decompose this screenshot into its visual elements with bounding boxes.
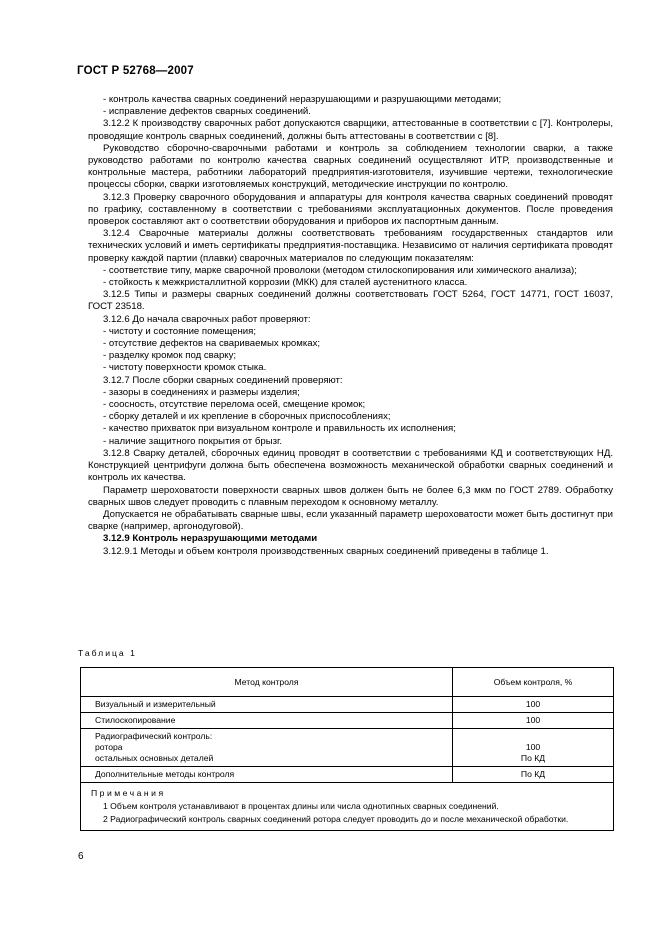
note-item: 1 Объем контроля устанавливают в процентах длины или числа однотипных сварных соединений. — [103, 801, 499, 811]
paragraph: - стойкость к межкристаллитной коррозии (МКК) для сталей аустенитного класса. — [103, 277, 468, 289]
paragraph: 3.12.4 Сварочные материалы должны соответствовать требованиям государственных стандартов или технических условий и иметь сертификаты предприятия-поставщика. Независимо от наличия сертификата проводят проверку каждой партии (плавки) сварочных материалов по следующим показателям: — [88, 228, 613, 264]
table-row — [81, 729, 614, 767]
paragraph: - зазоры в соединениях и размеры изделия; — [103, 386, 300, 398]
table-row — [81, 697, 614, 713]
document-header: ГОСТ Р 52768—2007 — [77, 65, 194, 77]
method-line: остальных основных деталей — [95, 753, 214, 763]
document-body — [88, 94, 613, 558]
method-cell: Дополнительные методы контроля — [81, 767, 453, 783]
paragraph: 3.12.2 К производству сварочных работ допускаются сварщики, аттестованные в соответствии с [7]. Контролеры, проводящие контроль сварных соединений, должны быть аттестованы в соответствии с [8]. — [88, 118, 613, 142]
volume-cell — [453, 729, 614, 767]
note-item: 2 Радиографический контроль сварных соединений ротора следует проводить до и после механической обработки. — [103, 814, 569, 824]
section-heading: 3.12.9 Контроль неразрушающими методами — [103, 533, 318, 545]
method-line: ротора — [95, 742, 123, 752]
volume-cell: 100 — [453, 713, 614, 729]
paragraph: 3.12.7 После сборки сварных соединений проверяют: — [103, 374, 343, 386]
notes-title: Примечания — [91, 788, 166, 798]
paragraph: Допускается не обрабатывать сварные швы, если указанный параметр шероховатости может быть достигнут при сварке (например, аргонодуговой). — [88, 508, 613, 533]
paragraph: - соответствие типу, марке сварочной проволоки (методом стилоскопирования или химического анализа); — [103, 264, 577, 276]
paragraph: 3.12.5 Типы и размеры сварных соединений должны соответствовать ГОСТ 5264, ГОСТ 14771, ГОСТ 16037, ГОСТ 23518. — [88, 289, 613, 313]
paragraph: - качество прихваток при визуальном контроле и правильность их исполнения; — [103, 423, 456, 435]
paragraph: Параметр шероховатости поверхности сварных швов должен быть не более 6,3 мкм по ГОСТ 2789. Обработку сварных швов следует проводить с плавным переходом к основному металлу. — [88, 484, 613, 508]
paragraph: - исправление дефектов сварных соединений. — [103, 106, 311, 118]
paragraph: 3.12.6 До начала сварочных работ проверяют: — [103, 313, 311, 325]
table-notes-row — [81, 783, 614, 831]
method-line: Радиографический контроль: — [95, 731, 213, 741]
paragraph: - отсутствие дефектов на свариваемых кромках; — [103, 338, 321, 350]
table-header-row — [81, 668, 614, 697]
table-row — [81, 767, 614, 783]
paragraph: 3.12.3 Проверку сварочного оборудования и аппаратуры для контроля качества сварных соединений проводят по графику, составленному в соответствии с требованиями эксплуатационных документов. После проведения проверок составляют акт о соответствии оборудования и приборов их паспортным данным. — [88, 191, 613, 228]
method-cell — [81, 729, 453, 767]
paragraph: - соосность, отсутствие перелома осей, смещение кромок; — [103, 399, 366, 411]
volume-cell: 100 — [453, 697, 614, 713]
table-row — [81, 713, 614, 729]
paragraph: - сборку деталей и их крепление в сборочных приспособлениях; — [103, 411, 391, 423]
page-number: 6 — [78, 851, 84, 862]
paragraph: - разделку кромок под сварку; — [103, 350, 237, 362]
volume-cell: По КД — [453, 767, 614, 783]
control-methods-table — [80, 667, 614, 831]
paragraph: - наличие защитного покрытия от брызг. — [103, 435, 282, 447]
method-cell: Визуальный и измерительный — [81, 697, 453, 713]
volume-line: По КД — [520, 753, 546, 763]
paragraph: 3.12.8 Сварку деталей, сборочных единиц проводят в соответствии с требованиями КД и соответствующих НД. Конструкцией центрифуги должна быть обеспечена возможность механической обработки сварных соединений и контроль их качества. — [88, 447, 613, 484]
paragraph: Руководство сборочно-сварочными работами и контроль за соблюдением технологии сварки, а также руководство работами по контролю качества сварных соединений осуществляют ИТР, производственные и контрольные мастера, работники лабораторий предприятия-изготовителя, изучившие чертежи, технологические процессы сборки, сварки изготовляемых конструкций, методические инструкции по контролю. — [88, 142, 613, 191]
method-cell: Стилоскопирование — [81, 713, 453, 729]
volume-line: 100 — [525, 742, 541, 752]
paragraph: - чистоту и состояние помещения; — [103, 325, 257, 337]
table-caption: Таблица 1 — [78, 648, 137, 658]
paragraph: 3.12.9.1 Методы и объем контроля производственных сварных соединений приведены в таблице 1. — [103, 545, 549, 557]
column-header-method: Метод контроля — [81, 668, 453, 697]
paragraph: - чистоту поверхности кромок стыка. — [103, 362, 267, 374]
table-notes — [81, 783, 614, 831]
column-header-volume: Объем контроля, % — [453, 668, 614, 697]
paragraph: - контроль качества сварных соединений неразрушающими и разрушающими методами; — [103, 94, 502, 105]
